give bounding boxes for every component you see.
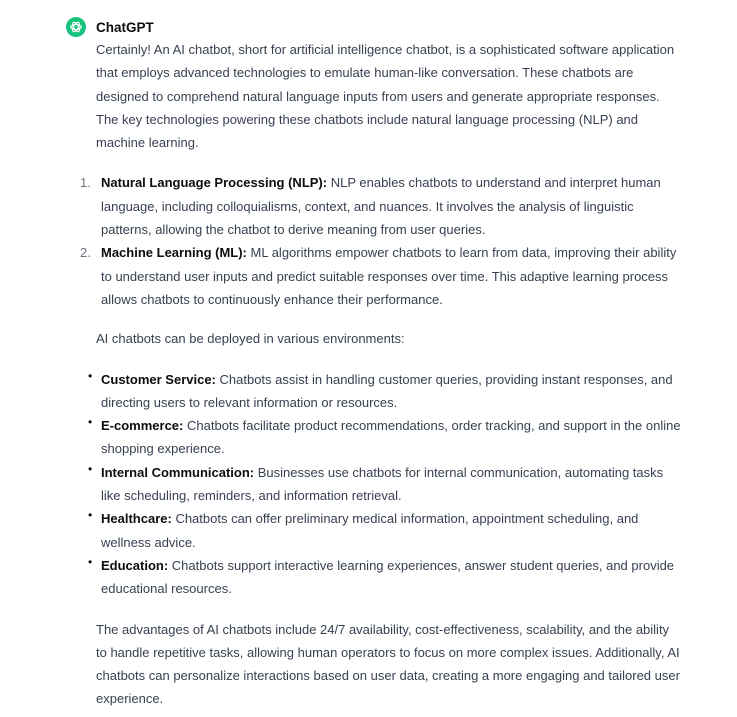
list-item (80, 171, 681, 241)
item-text: Chatbots can offer preliminary medical information, appointment scheduling, and wellness advice. (101, 511, 639, 550)
list-item (80, 241, 681, 311)
sender-name: ChatGPT (96, 20, 154, 35)
bullet-icon: • (88, 415, 93, 430)
list-item (88, 414, 681, 461)
item-text: Chatbots support interactive learning experiences, answer student queries, and provide educational resources. (101, 557, 675, 597)
bullet-icon: • (88, 508, 93, 523)
openai-logo-icon (69, 20, 83, 34)
bullet-icon: • (88, 461, 93, 476)
item-title: Education: (101, 557, 169, 573)
conclusion-paragraph: The advantages of AI chatbots include 24/7 availability, cost-effectiveness, scalability, and the ability to handle repetitive tasks, allowing human operators to focus on more complex issues. Additionally, AI chatbots can personalize interactions based on user data, creating a more engaging and tailored user experience. (96, 621, 680, 707)
environments-list (88, 368, 681, 601)
technologies-list (80, 171, 681, 311)
list-item (88, 554, 681, 601)
list-number: 2. (80, 245, 91, 261)
item-text: Chatbots assist in handling customer queries, providing instant responses, and directing users to relevant information or resources. (101, 371, 673, 410)
item-title: Healthcare: (101, 511, 172, 527)
item-text: NLP enables chatbots to understand and interpret human language, including colloquialisms, context, and nuances. It involves the analysis of linguistic patterns, allowing the chatbot to derive meaning from user queries. (101, 175, 661, 238)
item-title: Internal Communication: (101, 464, 255, 480)
deploy-intro: AI chatbots can be deployed in various environments: (96, 331, 405, 347)
list-number: 1. (80, 175, 91, 191)
list-item (88, 507, 681, 554)
item-text: ML algorithms empower chatbots to learn from data, improving their ability to understand user inputs and predict suitable responses over time. This adaptive learning process allows chatbots to continuously enhance their performance. (101, 245, 677, 307)
item-text: Chatbots facilitate product recommendations, order tracking, and support in the online shopping experience. (101, 418, 681, 457)
assistant-avatar (66, 17, 86, 37)
item-title: Customer Service: (101, 371, 216, 387)
item-title: Machine Learning (ML): (101, 245, 247, 261)
item-title: Natural Language Processing (NLP): (101, 175, 328, 191)
list-item (88, 461, 681, 508)
intro-paragraph: Certainly! An AI chatbot, short for artificial intelligence chatbot, is a sophisticated software application that employs advanced technologies to emulate human-like conversation. These chatbots are designed to comprehend natural language inputs from users and generate appropriate responses. The key technologies powering these chatbots include natural language processing (NLP) and machine learning. (96, 42, 675, 151)
bullet-icon: • (88, 368, 93, 383)
list-item (88, 368, 681, 415)
item-text: Businesses use chatbots for internal communication, automating tasks like scheduling, reminders, and information retrieval. (101, 464, 664, 504)
item-title: E-commerce: (101, 418, 184, 434)
bullet-icon: • (88, 554, 93, 569)
assistant-message (80, 38, 681, 711)
